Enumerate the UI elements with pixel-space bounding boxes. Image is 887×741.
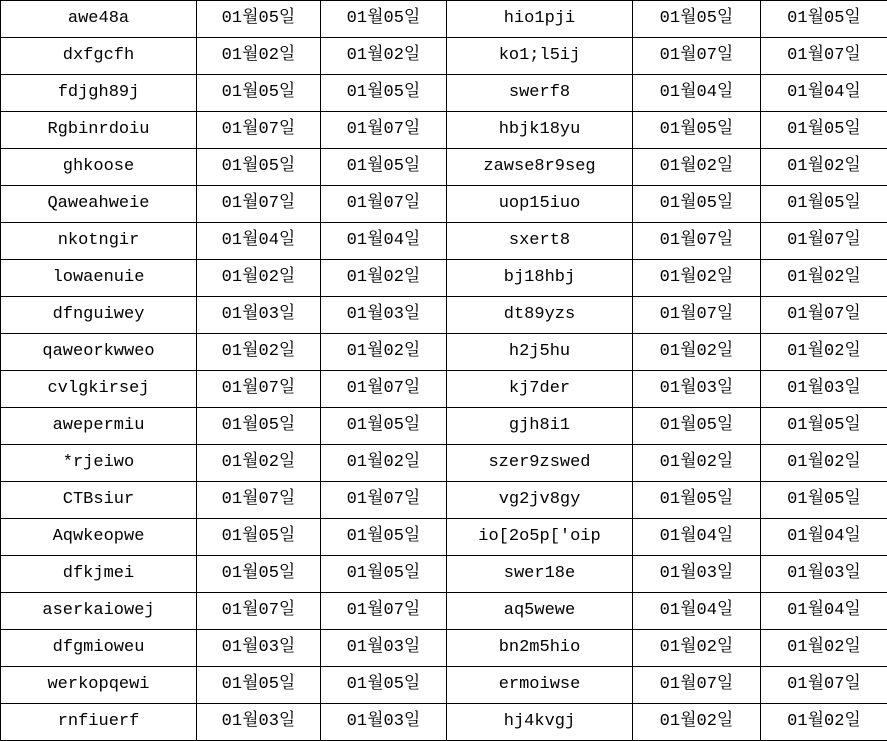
table-row <box>1 75 887 112</box>
cell-date_2: 01월07일 <box>321 482 447 519</box>
cell-date_4: 01월05일 <box>761 186 887 223</box>
cell-date_3: 01월04일 <box>633 75 761 112</box>
table-row <box>1 593 887 630</box>
cell-date_1: 01월02일 <box>197 38 321 75</box>
cell-date_1: 01월05일 <box>197 556 321 593</box>
cell-date_1: 01월07일 <box>197 593 321 630</box>
cell-date_1: 01월02일 <box>197 334 321 371</box>
cell-date_2: 01월02일 <box>321 334 447 371</box>
cell-date_4: 01월07일 <box>761 38 887 75</box>
cell-date_4: 01월05일 <box>761 408 887 445</box>
cell-code: gjh8i1 <box>447 408 633 445</box>
cell-date_4: 01월02일 <box>761 334 887 371</box>
table-row <box>1 445 887 482</box>
cell-date_1: 01월02일 <box>197 445 321 482</box>
cell-date_1: 01월05일 <box>197 519 321 556</box>
cell-date_3: 01월07일 <box>633 223 761 260</box>
cell-name: Aqwkeopwe <box>1 519 197 556</box>
cell-date_4: 01월02일 <box>761 445 887 482</box>
table-row <box>1 408 887 445</box>
cell-date_1: 01월04일 <box>197 223 321 260</box>
table-row <box>1 38 887 75</box>
cell-date_4: 01월03일 <box>761 371 887 408</box>
cell-date_1: 01월05일 <box>197 149 321 186</box>
cell-date_3: 01월05일 <box>633 408 761 445</box>
cell-date_3: 01월02일 <box>633 630 761 667</box>
cell-code: vg2jv8gy <box>447 482 633 519</box>
cell-date_2: 01월07일 <box>321 371 447 408</box>
cell-date_4: 01월05일 <box>761 482 887 519</box>
cell-name: awepermiu <box>1 408 197 445</box>
table-row <box>1 482 887 519</box>
cell-date_2: 01월05일 <box>321 408 447 445</box>
cell-date_4: 01월02일 <box>761 630 887 667</box>
cell-code: hbjk18yu <box>447 112 633 149</box>
cell-date_2: 01월05일 <box>321 149 447 186</box>
table-row <box>1 630 887 667</box>
cell-date_1: 01월05일 <box>197 75 321 112</box>
cell-date_4: 01월02일 <box>761 260 887 297</box>
cell-date_2: 01월07일 <box>321 593 447 630</box>
cell-date_4: 01월05일 <box>761 112 887 149</box>
cell-date_4: 01월07일 <box>761 297 887 334</box>
cell-code: bj18hbj <box>447 260 633 297</box>
cell-date_1: 01월03일 <box>197 630 321 667</box>
cell-date_4: 01월04일 <box>761 75 887 112</box>
cell-name: Rgbinrdoiu <box>1 112 197 149</box>
table-row <box>1 223 887 260</box>
cell-date_2: 01월05일 <box>321 519 447 556</box>
table-row <box>1 371 887 408</box>
cell-date_2: 01월05일 <box>321 667 447 704</box>
cell-code: io[2o5p['oip <box>447 519 633 556</box>
table-row <box>1 186 887 223</box>
cell-code: kj7der <box>447 371 633 408</box>
cell-name: lowaenuie <box>1 260 197 297</box>
cell-name: aserkaiowej <box>1 593 197 630</box>
cell-name: Qaweahweie <box>1 186 197 223</box>
cell-date_3: 01월05일 <box>633 186 761 223</box>
cell-code: zawse8r9seg <box>447 149 633 186</box>
cell-date_2: 01월05일 <box>321 75 447 112</box>
cell-name: rnfiuerf <box>1 704 197 741</box>
cell-date_4: 01월07일 <box>761 667 887 704</box>
cell-date_3: 01월02일 <box>633 704 761 741</box>
cell-date_2: 01월02일 <box>321 260 447 297</box>
table-body <box>1 1 887 741</box>
cell-code: ermoiwse <box>447 667 633 704</box>
cell-name: awe48a <box>1 1 197 38</box>
table-row <box>1 667 887 704</box>
cell-date_2: 01월07일 <box>321 112 447 149</box>
cell-code: bn2m5hio <box>447 630 633 667</box>
cell-date_1: 01월07일 <box>197 371 321 408</box>
cell-name: fdjgh89j <box>1 75 197 112</box>
cell-date_3: 01월07일 <box>633 297 761 334</box>
cell-date_4: 01월02일 <box>761 149 887 186</box>
cell-date_1: 01월02일 <box>197 260 321 297</box>
cell-date_1: 01월05일 <box>197 1 321 38</box>
cell-date_4: 01월02일 <box>761 704 887 741</box>
cell-date_3: 01월02일 <box>633 445 761 482</box>
cell-date_3: 01월07일 <box>633 667 761 704</box>
cell-date_2: 01월05일 <box>321 1 447 38</box>
cell-date_4: 01월07일 <box>761 223 887 260</box>
cell-date_4: 01월04일 <box>761 519 887 556</box>
cell-code: h2j5hu <box>447 334 633 371</box>
cell-date_3: 01월04일 <box>633 593 761 630</box>
cell-date_1: 01월03일 <box>197 704 321 741</box>
cell-name: dfgmioweu <box>1 630 197 667</box>
cell-code: aq5wewe <box>447 593 633 630</box>
cell-date_1: 01월07일 <box>197 482 321 519</box>
cell-name: cvlgkirsej <box>1 371 197 408</box>
table-row <box>1 519 887 556</box>
cell-code: szer9zswed <box>447 445 633 482</box>
cell-name: werkopqewi <box>1 667 197 704</box>
cell-date_3: 01월05일 <box>633 482 761 519</box>
table-row <box>1 297 887 334</box>
cell-name: dfnguiwey <box>1 297 197 334</box>
cell-code: swerf8 <box>447 75 633 112</box>
cell-date_3: 01월02일 <box>633 334 761 371</box>
cell-date_2: 01월02일 <box>321 38 447 75</box>
cell-date_3: 01월07일 <box>633 38 761 75</box>
cell-code: dt89yzs <box>447 297 633 334</box>
cell-name: dfkjmei <box>1 556 197 593</box>
cell-date_2: 01월03일 <box>321 297 447 334</box>
cell-date_3: 01월03일 <box>633 556 761 593</box>
table-row <box>1 1 887 38</box>
table-row <box>1 556 887 593</box>
cell-name: CTBsiur <box>1 482 197 519</box>
cell-date_2: 01월02일 <box>321 445 447 482</box>
cell-date_1: 01월03일 <box>197 297 321 334</box>
cell-date_3: 01월03일 <box>633 371 761 408</box>
cell-date_3: 01월05일 <box>633 112 761 149</box>
cell-date_3: 01월05일 <box>633 1 761 38</box>
cell-date_4: 01월03일 <box>761 556 887 593</box>
cell-date_2: 01월04일 <box>321 223 447 260</box>
table-row <box>1 334 887 371</box>
cell-name: ghkoose <box>1 149 197 186</box>
cell-code: hj4kvgj <box>447 704 633 741</box>
cell-date_1: 01월07일 <box>197 112 321 149</box>
cell-date_4: 01월04일 <box>761 593 887 630</box>
cell-name: *rjeiwo <box>1 445 197 482</box>
cell-date_3: 01월02일 <box>633 260 761 297</box>
cell-date_2: 01월05일 <box>321 556 447 593</box>
cell-code: uop15iuo <box>447 186 633 223</box>
cell-date_1: 01월05일 <box>197 408 321 445</box>
cell-name: qaweorkwweo <box>1 334 197 371</box>
cell-date_3: 01월02일 <box>633 149 761 186</box>
cell-date_2: 01월07일 <box>321 186 447 223</box>
table-row <box>1 704 887 741</box>
cell-name: dxfgcfh <box>1 38 197 75</box>
cell-date_2: 01월03일 <box>321 704 447 741</box>
cell-date_1: 01월05일 <box>197 667 321 704</box>
cell-code: hio1pji <box>447 1 633 38</box>
table-row <box>1 260 887 297</box>
table-row <box>1 149 887 186</box>
cell-date_1: 01월07일 <box>197 186 321 223</box>
cell-code: swer18e <box>447 556 633 593</box>
cell-code: sxert8 <box>447 223 633 260</box>
cell-name: nkotngir <box>1 223 197 260</box>
table-row <box>1 112 887 149</box>
cell-date_4: 01월05일 <box>761 1 887 38</box>
cell-date_2: 01월03일 <box>321 630 447 667</box>
cell-code: ko1;l5ij <box>447 38 633 75</box>
cell-date_3: 01월04일 <box>633 519 761 556</box>
